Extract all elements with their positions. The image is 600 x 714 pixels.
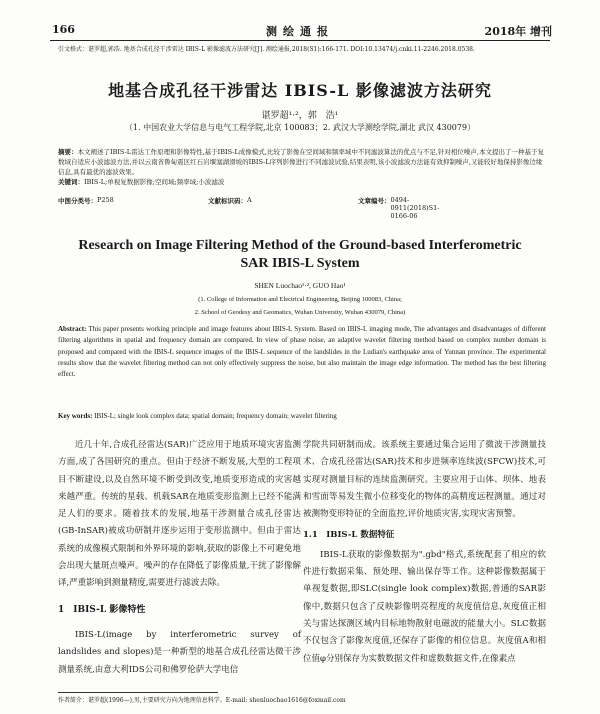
header-rule	[50, 40, 550, 41]
classification-row	[58, 196, 544, 220]
english-abstract-label: Abstract:	[58, 325, 87, 333]
english-keywords-label: Key words:	[58, 412, 93, 420]
citation-format: 引文格式：谌罗超,郭浩. 地基合成孔径干涉雷达 IBIS-L 影像滤波方法研究[J]. 测绘通报,2018(S1):166-171. DOI:10.13474/j.cnki.11-2246.2018.0538.	[58, 46, 475, 53]
author-footnote: 作者简介：谌罗超(1996—),男,主要研究方向为地理信息科学。E-mail: shenluochao1616@foxmail.com	[58, 697, 346, 704]
body-column-right	[303, 437, 546, 668]
english-affiliation-2: 2. School of Geodesy and Geomatics, Wuhan University, Wuhan 430079, China)	[194, 309, 406, 316]
english-abstract	[58, 324, 546, 380]
journal-name: 测绘通报	[266, 25, 334, 38]
doc-code-value: A	[247, 196, 252, 204]
footnote-rule	[58, 692, 218, 693]
subsection-heading-1-1: 1.1 IBIS-L 数据特征	[303, 530, 395, 541]
clc-value: P258	[97, 196, 114, 204]
chinese-abstract-text: 本文阐述了IBIS-L雷达工作原理和影像特性,基于IBIS-L成像模式,比较了影像在空间域和频率域中不同滤波算法的优点与不足,针对相位噪声,本文提出了一种基于复数域自适应小波滤波方法,并以云南省鲁甸震区红石岩堰塞湖滑坡的IBIS-L序列影像进行不同滤波试验,结果表明,该小波滤波方法能有效抑制噪声,又能较好地保持影像边缘信息,具有最优的滤波效果。	[58, 148, 544, 176]
page-number: 166	[52, 23, 75, 36]
chinese-title: 地基合成孔径干涉雷达 IBIS-L 影像滤波方法研究	[108, 81, 492, 100]
english-keywords	[58, 412, 546, 420]
chinese-authors: 谌罗超¹·²，郭 浩¹	[261, 111, 339, 121]
english-title-line1: Research on Image Filtering Method of the Ground-based Interferometric	[78, 238, 522, 253]
subsection1-paragraph: IBIS-L获取的影像数据为".gbd"格式,系统配套了相应的软件进行数据采集、预处理、输出保存等工作。这种影像数据属于单视复数据,即SLC(single look complex)数据,普通的SAR影像中,数据只包含了反映影像明亮程度的灰度值信息,灰度值正相关与雷达探测区域内目标地物散射电磁波的能量大小。SLC数据不仅包含了影像灰度值,还保存了影像的相位信息。灰度值A和相位值φ分别保存为实数数据文件和虚数数据文件,在像素点	[303, 549, 546, 664]
chinese-keywords-label: 关键词：	[58, 178, 84, 186]
chinese-abstract-label: 摘要：	[58, 148, 78, 156]
chinese-keywords: IBIS-L;单视复数据影像;空间域;频率域;小波滤波	[84, 178, 225, 186]
chinese-affiliation: （1. 中国农业大学信息与电气工程学院,北京 100083；2. 武汉大学测绘学院,湖北 武汉 430079）	[124, 123, 476, 132]
clc-label: 中图分类号：	[58, 197, 97, 205]
clc-code	[58, 196, 114, 205]
english-abstract-text: This paper presents working principle and image features about IBIS-L System. Based on IBIS-L imaging mode, The advantages and disadvantages of different filtering algorithms in spatial and frequency domain are compared. In view of phase noise, an adaptive wavelet filtering method based on complex number domain is proposed and compared with the IBIS-L sequence images of the IBIS-L sequence of the landslides in the Ludian's earthquake area of Yunnan province. The experimental results show that the wavelet filtering method can not only effectively suppress the noise, but also maintain the image edge information. The method has the best filtering effect.	[58, 325, 546, 379]
doc-code-label: 文献标识码：	[208, 197, 247, 205]
article-no-label: 文章编号：	[358, 197, 391, 205]
section-heading-1: 1 IBIS-L 影像特性	[58, 604, 146, 615]
intro-paragraph: 近几十年,合成孔径雷达(SAR)广泛应用于地质环境灾害监测方面,成了各国研究的重点。但由于经济不断发展,大型的工程项目不断建设,以及自然环境不断受到改变,地质变形造成的灾害越来越严重。传统的星载、机载SAR在地质变形监测上已经不能满足人们的要求。随着技术的发展,地基干涉测量合成孔径雷达(GB-InSAR)被成功研制并逐步运用于变形监测中。但由于雷达系统的成像模式限制和外界环境的影响,获取的影像上不可避免地会出现大量斑点噪声。噪声的存在降低了影像质量,干扰了影像解译,严重影响到测量精度,需要进行滤波去除。	[58, 440, 301, 589]
article-number	[358, 196, 440, 220]
english-authors: SHEN Luochao¹·², GUO Hao¹	[254, 281, 346, 290]
body-column-left	[58, 437, 301, 679]
english-title-line2: SAR IBIS-L System	[240, 256, 360, 271]
doc-code	[208, 196, 252, 205]
section1-paragraph: IBIS-L(image by interferometric survey of landslides and slopes)是一种新型的地基合成孔径雷达微干涉测量系统,由意大利IDS公司和佛罗伦萨大学电信	[58, 629, 301, 675]
english-title	[0, 237, 600, 273]
english-keywords-text: IBIS-L; single look complex data; spatial domain; frequency domain; wavelet filtering	[94, 412, 337, 420]
article-no-value: 0494-0911(2018)S1-0166-06	[390, 196, 440, 220]
section1-continued-paragraph: 学院共同研制而成。该系统主要通过集合运用了微波干涉测量技术、合成孔径雷达(SAR)技术和步进频率连续波(SFCW)技术,可实现对测量目标的连续监测研究。主要应用于山体、坝体、地表和雪面等易发生微小位移变化的物体的高精度远程测量。通过对被测物变形特征的全面监控,评价地质灾害,实现灾害预警。	[303, 440, 546, 520]
english-affiliation-1: (1. College of Information and Electrical Engineering, Beijing 100083, China;	[198, 296, 402, 303]
journal-issue: 2018年 增刊	[484, 25, 552, 38]
chinese-abstract	[58, 147, 544, 187]
